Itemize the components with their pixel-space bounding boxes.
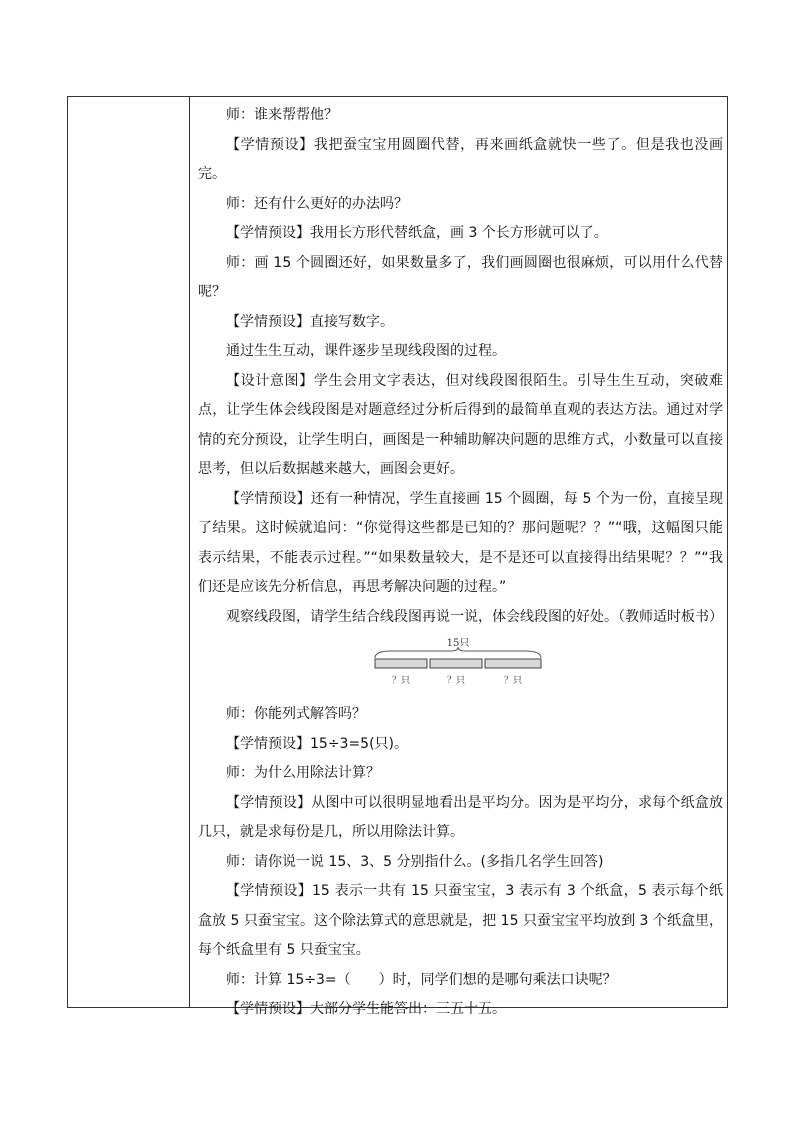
paragraph: 【设计意图】学生会用文字表达，但对线段图很陌生。引导生生互动，突破难点，让学生体会线段图是对题意经过分析后得到的最简单直观的表达方法。通过对学情的充分预设，让学生明白，画图是一种辅助解决问题的思维方式，小数量可以直接思考，但以后数据越来越大，画图会更好。 bbox=[198, 372, 723, 477]
paragraph: 【学情预设】15 表示一共有 15 只蚕宝宝，3 表示有 3 个纸盒，5 表示每个纸盒放 5 只蚕宝宝。这个除法算式的意思就是，把 15 只蚕宝宝平均放到 3 个纸盒里，每个纸盒里有 5 只蚕宝宝。 bbox=[198, 883, 723, 958]
paragraph: 【学情预设】我把蚕宝宝用圆圈代替，再来画纸盒就快一些了。但是我也没画完。 bbox=[198, 136, 723, 182]
paragraph: 师：还有什么更好的办法吗？ bbox=[226, 195, 408, 212]
paragraph: 观察线段图，请学生结合线段图再说一说，体会线段图的好处。（教师适时板书） bbox=[226, 608, 723, 625]
segment-1 bbox=[375, 659, 427, 668]
paragraph: 【学情预设】我用长方形代替纸盒，画 3 个长方形就可以了。 bbox=[226, 225, 608, 241]
paragraph: 【学情预设】直接写数字。 bbox=[226, 313, 394, 330]
paragraph: 师：你能列式解答吗？ bbox=[226, 706, 366, 722]
part-label: ？只 bbox=[391, 676, 411, 686]
paragraph: 【学情预设】从图中可以很明显地看出是平均分。因为是平均分，求每个纸盒放几只，就是求每份是几，所以用除法计算。 bbox=[198, 794, 723, 840]
total-label: 15只 bbox=[446, 638, 470, 649]
paragraph: 师：画 15 个圆圈还好，如果数量多了，我们画圆圈也很麻烦，可以用什么代替呢？ bbox=[198, 254, 723, 300]
paragraph: 师：谁来帮帮他？ bbox=[226, 107, 338, 123]
paragraph: 师：计算 15÷3=（ ）时，同学们想的是哪句乘法口诀呢？ bbox=[226, 971, 617, 988]
line-segment-diagram bbox=[198, 634, 723, 694]
paragraph: 【学情预设】15÷3=5(只)。 bbox=[226, 735, 409, 752]
part-label: ？只 bbox=[503, 676, 523, 686]
brace-icon bbox=[375, 647, 541, 658]
paragraph: 师：为什么用除法计算？ bbox=[226, 765, 380, 781]
table-left-column bbox=[68, 97, 190, 1007]
paragraph: 【学情预设】大部分学生能答出：三五十五。 bbox=[226, 1001, 506, 1017]
segment-3 bbox=[485, 659, 541, 668]
part-label: ？只 bbox=[446, 676, 466, 686]
line-segment-svg bbox=[373, 634, 543, 692]
segment-2 bbox=[430, 659, 482, 668]
paragraph: 师：请你说一说 15、3、5 分别指什么。(多指几名学生回答) bbox=[226, 853, 604, 870]
table-content-cell bbox=[198, 101, 723, 1025]
paragraph: 通过生生互动，课件逐步呈现线段图的过程。 bbox=[226, 343, 506, 359]
paragraph: 【学情预设】还有一种情况，学生直接画 15 个圆圈，每 5 个为一份，直接呈现了结果。这时候就追问：“你觉得这些都是已知的？那问题呢？？”“哦，这幅图只能表示结果，不能表示过程。”“如果数量较大，是不是还可以直接得出结果呢？？”“我们还是应该先分析信息，再思考解决问题的过程。” bbox=[198, 490, 723, 595]
lesson-table bbox=[67, 96, 728, 1017]
